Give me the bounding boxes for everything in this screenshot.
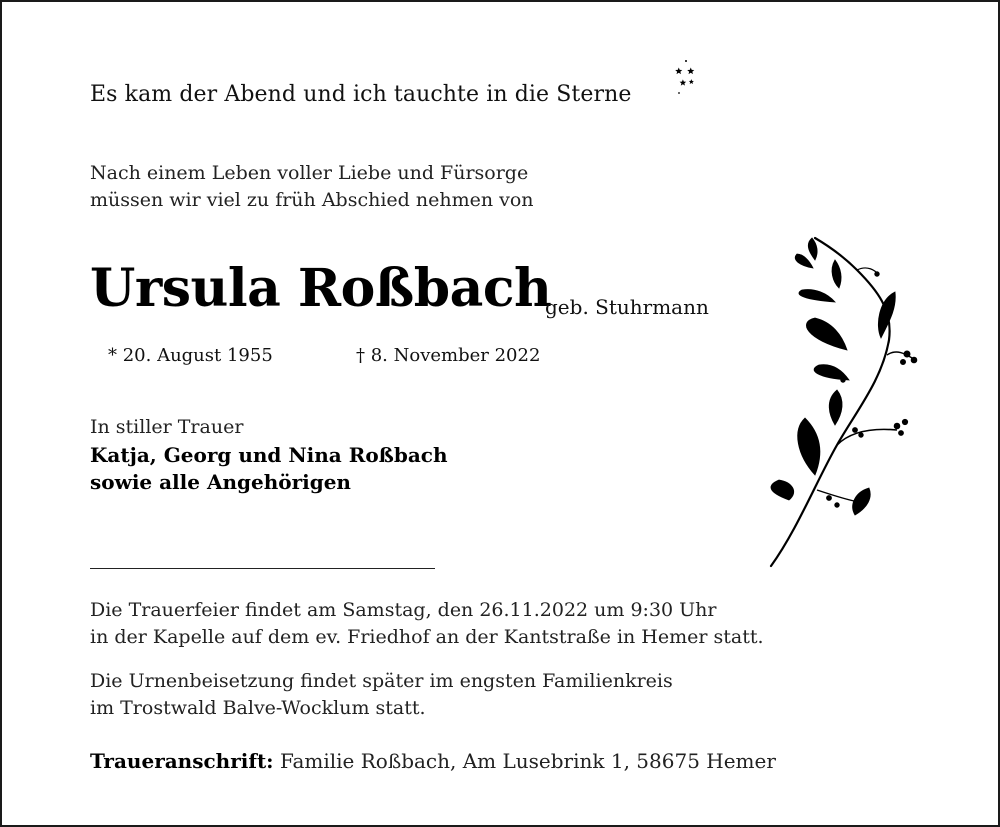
urn-line-1: Die Urnenbeisetzung findet später im engsten Familienkreis — [90, 670, 673, 692]
deceased-name: Ursula Roßbach — [90, 258, 552, 319]
address-label: Traueranschrift: — [90, 749, 274, 773]
death-date: † 8. November 2022 — [356, 345, 541, 366]
maiden-name: geb. Stuhrmann — [545, 295, 709, 319]
birth-date: * 20. August 1955 — [108, 345, 273, 366]
intro-line-2: müssen wir viel zu früh Abschied nehmen von — [90, 189, 534, 211]
funeral-line-1: Die Trauerfeier findet am Samstag, den 26.11.2022 um 9:30 Uhr — [90, 599, 717, 621]
funeral-line-2: in der Kapelle auf dem ev. Friedhof an der Kantstraße in Hemer statt. — [90, 626, 764, 648]
mourning-address — [90, 749, 776, 773]
urn-line-2: im Trostwald Balve-Wocklum statt. — [90, 697, 426, 719]
mourners-line-2: sowie alle Angehörigen — [90, 470, 351, 494]
mourners-names — [90, 442, 448, 496]
motto-heading: Es kam der Abend und ich tauchte in die Sterne — [90, 82, 632, 107]
mourners-intro: In stiller Trauer — [90, 416, 244, 438]
leaf-branch-illustration — [757, 230, 922, 575]
intro-line-1: Nach einem Leben voller Liebe und Fürsorge — [90, 162, 529, 184]
intro-text — [90, 160, 534, 214]
stars-icon — [670, 58, 704, 98]
address-value: Familie Roßbach, Am Lusebrink 1, 58675 Hemer — [279, 749, 776, 773]
mourners-line-1: Katja, Georg und Nina Roßbach — [90, 443, 448, 467]
divider-line — [90, 568, 435, 569]
funeral-info — [90, 597, 764, 651]
urn-info — [90, 668, 673, 722]
